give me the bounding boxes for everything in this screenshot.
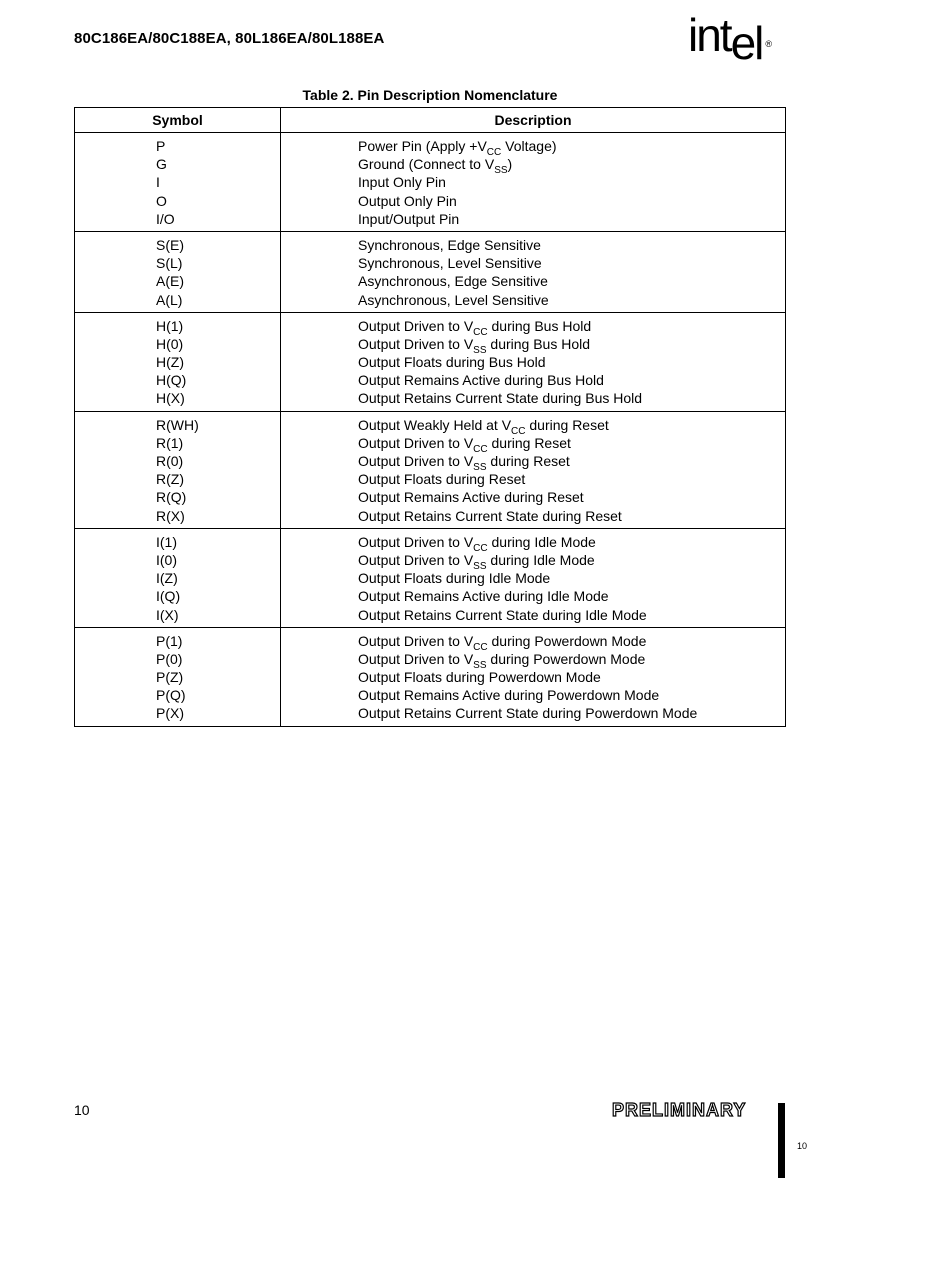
description-text: Ground (Connect to V <box>358 156 495 173</box>
symbol-value: S(E) <box>156 236 184 253</box>
description-text: Input Only Pin <box>358 174 446 191</box>
description-text: Output Retains Current State during Powerdown Mode <box>358 705 698 722</box>
subscript: SS <box>473 344 487 356</box>
description-text: Output Driven to V <box>358 632 474 649</box>
symbol-value: I <box>156 174 160 191</box>
description-value <box>281 507 785 525</box>
description-text: during Bus Hold <box>486 335 591 352</box>
description-cell <box>281 133 786 232</box>
description-value <box>281 569 785 587</box>
description-value <box>281 632 785 653</box>
description-text: during Reset <box>487 434 571 451</box>
description-text: Output Floats during Powerdown Mode <box>358 669 601 686</box>
description-text: Output Retains Current State during Idle Mode <box>358 606 647 623</box>
description-text: Output Driven to V <box>358 434 474 451</box>
subscript: SS <box>473 462 487 473</box>
symbol-cell <box>75 231 281 312</box>
column-header-symbol: Symbol <box>75 108 281 133</box>
description-text: Output Driven to V <box>358 335 474 352</box>
description-value <box>281 317 785 338</box>
symbol-value: P <box>156 138 166 154</box>
symbol-value: I/O <box>156 210 175 227</box>
table-group-row <box>75 627 786 726</box>
symbol-value: R(1) <box>156 434 184 451</box>
table-group-row <box>75 411 786 528</box>
description-value <box>281 155 785 177</box>
symbol-value: P(0) <box>156 650 183 667</box>
description-text: Output Driven to V <box>358 533 474 550</box>
symbol-value: I(X) <box>156 606 179 623</box>
description-cell <box>281 528 786 627</box>
description-cell <box>281 312 786 411</box>
symbol-value: R(WH) <box>156 416 199 433</box>
description-cell <box>281 411 786 528</box>
table-group-row <box>75 312 786 411</box>
description-text: Output Remains Active during Bus Hold <box>358 372 604 389</box>
symbol-cell <box>75 627 281 726</box>
symbol-value: R(Z) <box>156 471 184 488</box>
subscript: SS <box>473 659 487 671</box>
description-cell <box>281 627 786 726</box>
description-text: Output Driven to V <box>358 453 474 469</box>
subscript: SS <box>473 560 487 572</box>
description-text: Asynchronous, Edge Sensitive <box>358 273 548 290</box>
intel-logo: intel ® <box>688 9 773 69</box>
symbol-value: S(L) <box>156 255 183 272</box>
subscript: CC <box>511 425 526 437</box>
description-text: Output Remains Active during Powerdown Mode <box>358 687 660 704</box>
description-cell <box>281 231 786 312</box>
description-value <box>281 704 785 722</box>
description-text: during Powerdown Mode <box>486 650 646 667</box>
symbol-value: I(0) <box>156 551 177 568</box>
subscript: CC <box>473 542 488 554</box>
subscript: CC <box>473 326 488 338</box>
symbol-value: H(X) <box>156 390 185 407</box>
description-text: Output Floats during Idle Mode <box>358 570 551 587</box>
description-text: Power Pin (Apply +V <box>358 138 487 154</box>
description-text: Output Remains Active during Reset <box>358 489 584 506</box>
document-title: 80C186EA/80C188EA, 80L186EA/80L188EA <box>74 30 385 47</box>
description-text: Output Retains Current State during Reset <box>358 507 622 524</box>
description-value <box>281 210 785 228</box>
column-header-description: Description <box>281 108 786 133</box>
table-group-row <box>75 133 786 232</box>
description-text: during Idle Mode <box>486 551 595 568</box>
description-text: during Powerdown Mode <box>487 632 647 649</box>
symbol-value: H(Z) <box>156 354 184 371</box>
symbol-value: R(0) <box>156 453 184 469</box>
description-text: Output Driven to V <box>358 551 474 568</box>
symbol-value: I(Q) <box>156 588 181 605</box>
symbol-cell <box>75 312 281 411</box>
symbol-value: P(X) <box>156 705 184 722</box>
description-value <box>281 192 785 210</box>
symbol-value: P(Q) <box>156 687 186 704</box>
table-caption: Table 2. Pin Description Nomenclature <box>302 87 558 103</box>
description-value <box>281 650 785 671</box>
table-group-row <box>75 528 786 627</box>
symbol-value: A(E) <box>156 273 184 290</box>
description-text: Synchronous, Edge Sensitive <box>358 236 541 253</box>
subscript: SS <box>494 165 508 177</box>
symbol-value: H(0) <box>156 335 184 352</box>
symbol-value: H(1) <box>156 317 184 334</box>
description-value <box>281 452 785 473</box>
symbol-cell <box>75 133 281 232</box>
description-text: Output Driven to V <box>358 317 474 334</box>
symbol-value: I(1) <box>156 533 177 550</box>
description-text: Output Floats during Reset <box>358 471 526 488</box>
symbol-value: R(Q) <box>156 489 187 506</box>
description-value <box>281 606 785 624</box>
description-value <box>281 353 785 371</box>
symbol-value: P(1) <box>156 632 183 649</box>
description-value <box>281 291 785 309</box>
description-value <box>281 416 785 437</box>
symbol-value: P(Z) <box>156 669 184 686</box>
description-text: Voltage) <box>501 138 557 154</box>
table-body <box>75 133 786 727</box>
description-text: ) <box>507 156 513 173</box>
description-text: Output Only Pin <box>358 192 457 209</box>
table-header-row <box>75 108 786 133</box>
symbol-value: I(Z) <box>156 570 178 587</box>
description-text: during Idle Mode <box>487 533 596 550</box>
description-value <box>281 668 785 686</box>
subscript: CC <box>473 443 488 455</box>
description-value <box>281 533 785 554</box>
subscript: CC <box>486 147 502 158</box>
page-number: 10 <box>74 1102 90 1118</box>
description-value <box>281 173 785 191</box>
description-value <box>281 371 785 389</box>
symbol-cell <box>75 411 281 528</box>
description-value <box>281 335 785 356</box>
preliminary-stamp: PRELIMINARY <box>612 1100 747 1120</box>
description-value <box>281 587 785 605</box>
description-text: Output Driven to V <box>358 650 474 667</box>
revision-bar <box>778 1103 785 1178</box>
pin-description-table <box>74 107 786 727</box>
side-page-number: 10 <box>797 1141 808 1151</box>
description-text: during Bus Hold <box>487 317 592 334</box>
symbol-value: A(L) <box>156 291 183 308</box>
description-text: during Reset <box>486 453 570 469</box>
symbol-value: R(X) <box>156 507 185 524</box>
description-text: Output Retains Current State during Bus Hold <box>358 390 643 407</box>
symbol-cell <box>75 528 281 627</box>
table-group-row <box>75 231 786 312</box>
description-value <box>281 686 785 704</box>
description-text: during Reset <box>525 416 609 433</box>
description-value <box>281 434 785 455</box>
description-value <box>281 551 785 572</box>
description-value <box>281 254 785 272</box>
description-text: Synchronous, Level Sensitive <box>358 255 542 272</box>
description-text: Output Remains Active during Idle Mode <box>358 588 609 605</box>
description-value <box>281 470 785 488</box>
description-value <box>281 236 785 254</box>
description-text: Input/Output Pin <box>358 210 460 227</box>
symbol-value: G <box>156 156 167 173</box>
description-value <box>281 272 785 290</box>
description-value <box>281 137 785 158</box>
subscript: CC <box>473 641 488 653</box>
description-value <box>281 389 785 407</box>
symbol-value: H(Q) <box>156 372 187 389</box>
description-value <box>281 488 785 506</box>
description-text: Output Weakly Held at V <box>358 416 512 433</box>
description-text: Asynchronous, Level Sensitive <box>358 291 549 308</box>
description-text: Output Floats during Bus Hold <box>358 354 546 371</box>
symbol-value: O <box>156 192 167 209</box>
